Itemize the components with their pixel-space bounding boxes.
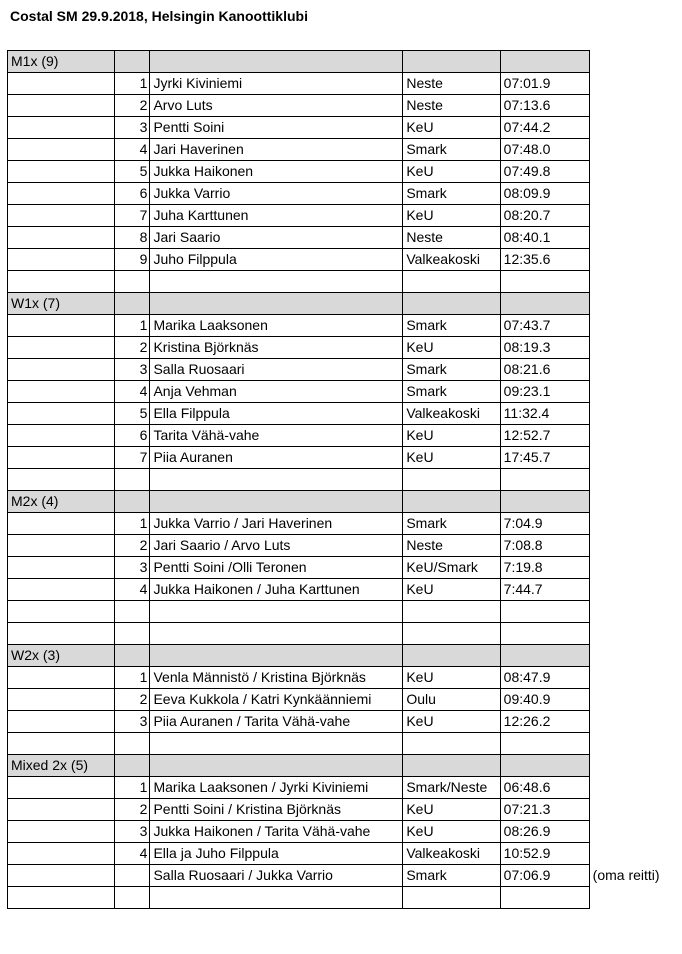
empty-cell[interactable] [403, 271, 500, 293]
place-cell[interactable]: 7 [115, 447, 150, 469]
club-cell[interactable]: KeU [403, 667, 500, 689]
empty-cell[interactable] [500, 469, 589, 491]
club-cell[interactable]: Valkeakoski [403, 249, 500, 271]
club-cell[interactable]: Neste [403, 535, 500, 557]
name-cell[interactable]: Salla Ruosaari / Jukka Varrio [150, 865, 403, 887]
empty-cell[interactable] [150, 755, 403, 777]
empty-cell[interactable] [8, 667, 115, 689]
club-cell[interactable]: KeU [403, 821, 500, 843]
name-cell[interactable]: Pentti Soini /Olli Teronen [150, 557, 403, 579]
empty-cell[interactable] [8, 711, 115, 733]
time-value: 08:26.9 [503, 823, 551, 839]
place-cell[interactable]: 1 [115, 667, 150, 689]
time-cell[interactable] [500, 205, 589, 227]
result-row [8, 447, 590, 469]
name-cell[interactable]: Juho Filppula [150, 249, 403, 271]
club-cell[interactable]: Smark [403, 513, 500, 535]
section-header-cell[interactable]: M1x (9) [8, 51, 115, 73]
time-value: 17:45.7 [503, 449, 551, 465]
time-cell[interactable] [500, 403, 589, 425]
club-cell[interactable]: KeU [403, 579, 500, 601]
place-cell[interactable]: 9 [115, 249, 150, 271]
result-row [8, 315, 590, 337]
empty-cell[interactable] [150, 469, 403, 491]
empty-cell[interactable] [150, 733, 403, 755]
place-cell[interactable]: 3 [115, 557, 150, 579]
name-cell[interactable]: Piia Auranen / Tarita Vähä-vahe [150, 711, 403, 733]
blank-row [8, 733, 590, 755]
time-value: 08:19.3 [503, 339, 551, 355]
empty-cell[interactable] [500, 645, 589, 667]
section-header-row [8, 491, 590, 513]
empty-cell[interactable] [8, 117, 115, 139]
empty-cell[interactable] [8, 777, 115, 799]
time-value: 07:49.8 [503, 163, 551, 179]
name-cell[interactable]: Jari Haverinen [150, 139, 403, 161]
name-cell[interactable]: Jyrki Kiviniemi [150, 73, 403, 95]
empty-cell[interactable] [115, 755, 150, 777]
empty-cell[interactable] [150, 271, 403, 293]
empty-cell[interactable] [8, 689, 115, 711]
result-row [8, 161, 590, 183]
time-cell[interactable] [500, 711, 589, 733]
place-cell[interactable]: 1 [115, 73, 150, 95]
time-cell[interactable] [500, 315, 589, 337]
empty-cell[interactable] [8, 139, 115, 161]
time-value: 07:06.9 [503, 867, 551, 883]
place-cell[interactable]: 4 [115, 381, 150, 403]
name-cell[interactable]: Jukka Varrio / Jari Haverinen [150, 513, 403, 535]
time-value: 7:08.8 [503, 537, 543, 553]
empty-cell[interactable] [150, 645, 403, 667]
time-value: 08:47.9 [503, 669, 551, 685]
name-cell[interactable]: Pentti Soini / Kristina Björknäs [150, 799, 403, 821]
name-cell[interactable]: Tarita Vähä-vahe [150, 425, 403, 447]
page-title: Costal SM 29.9.2018, Helsingin Kanoottiklubi [10, 8, 308, 24]
empty-cell[interactable] [150, 293, 403, 315]
time-cell[interactable] [500, 161, 589, 183]
result-row [8, 711, 590, 733]
empty-cell[interactable] [403, 491, 500, 513]
time-value: 08:09.9 [503, 185, 551, 201]
time-cell[interactable] [500, 535, 589, 557]
empty-cell[interactable] [8, 359, 115, 381]
time-value: 08:21.6 [503, 361, 551, 377]
name-cell[interactable]: Kristina Björknäs [150, 337, 403, 359]
club-cell[interactable]: Valkeakoski [403, 843, 500, 865]
empty-cell[interactable] [115, 601, 150, 623]
name-cell[interactable]: Jukka Varrio [150, 183, 403, 205]
section-header-row [8, 645, 590, 667]
club-cell[interactable]: KeU [403, 711, 500, 733]
empty-cell[interactable] [115, 623, 150, 645]
club-cell[interactable]: Neste [403, 95, 500, 117]
result-row [8, 777, 590, 799]
name-cell[interactable]: Salla Ruosaari [150, 359, 403, 381]
name-cell[interactable]: Anja Vehman [150, 381, 403, 403]
place-cell[interactable] [115, 865, 150, 887]
empty-cell[interactable] [8, 403, 115, 425]
empty-cell[interactable] [150, 491, 403, 513]
time-cell[interactable] [500, 799, 589, 821]
empty-cell[interactable] [403, 887, 500, 909]
place-cell[interactable]: 7 [115, 205, 150, 227]
empty-cell[interactable] [150, 623, 403, 645]
club-cell[interactable]: KeU [403, 799, 500, 821]
empty-cell[interactable] [8, 73, 115, 95]
empty-cell[interactable] [115, 293, 150, 315]
blank-row [8, 469, 590, 491]
place-cell[interactable]: 3 [115, 359, 150, 381]
name-cell[interactable]: Marika Laaksonen / Jyrki Kiviniemi [150, 777, 403, 799]
place-cell[interactable]: 5 [115, 403, 150, 425]
empty-cell[interactable] [500, 601, 589, 623]
section-header-cell[interactable]: W1x (7) [8, 293, 115, 315]
empty-cell[interactable] [150, 887, 403, 909]
name-cell[interactable]: Piia Auranen [150, 447, 403, 469]
time-value: 06:48.6 [503, 779, 551, 795]
club-cell[interactable]: Neste [403, 227, 500, 249]
name-cell[interactable]: Jukka Haikonen / Juha Karttunen [150, 579, 403, 601]
empty-cell[interactable] [8, 887, 115, 909]
result-row [8, 579, 590, 601]
place-cell[interactable]: 2 [115, 337, 150, 359]
result-row [8, 403, 590, 425]
result-row [8, 799, 590, 821]
empty-cell[interactable] [8, 843, 115, 865]
time-value: 7:44.7 [503, 581, 543, 597]
club-cell[interactable]: KeU [403, 161, 500, 183]
results-table [7, 50, 660, 909]
name-cell[interactable]: Jukka Haikonen / Tarita Vähä-vahe [150, 821, 403, 843]
time-value: 07:43.7 [503, 317, 551, 333]
empty-cell[interactable] [8, 205, 115, 227]
result-row [8, 117, 590, 139]
empty-cell[interactable] [150, 601, 403, 623]
club-cell[interactable]: Smark [403, 315, 500, 337]
time-cell[interactable] [500, 73, 589, 95]
empty-cell[interactable] [8, 337, 115, 359]
time-value: 07:01.9 [503, 75, 551, 91]
club-cell[interactable]: Smark/Neste [403, 777, 500, 799]
club-cell[interactable]: Smark [403, 381, 500, 403]
empty-cell[interactable] [403, 623, 500, 645]
empty-cell[interactable] [500, 51, 589, 73]
name-cell[interactable]: Venla Männistö / Kristina Björknäs [150, 667, 403, 689]
result-row [8, 139, 590, 161]
place-cell[interactable]: 3 [115, 711, 150, 733]
time-cell[interactable] [500, 689, 589, 711]
result-row [8, 843, 590, 865]
result-row [8, 337, 590, 359]
results-table-body [8, 51, 660, 909]
time-cell[interactable] [500, 139, 589, 161]
empty-cell[interactable] [8, 315, 115, 337]
empty-cell[interactable] [115, 887, 150, 909]
name-cell[interactable]: Jari Saario / Arvo Luts [150, 535, 403, 557]
time-cell[interactable] [500, 183, 589, 205]
empty-cell[interactable] [8, 447, 115, 469]
result-row [8, 667, 590, 689]
empty-cell[interactable] [403, 601, 500, 623]
blank-row [8, 601, 590, 623]
empty-cell[interactable] [500, 623, 589, 645]
result-row [8, 73, 590, 95]
time-value: 10:52.9 [503, 845, 551, 861]
time-value: 11:32.4 [503, 405, 550, 421]
empty-cell[interactable] [115, 271, 150, 293]
time-cell[interactable] [500, 381, 589, 403]
empty-cell[interactable] [8, 381, 115, 403]
empty-cell[interactable] [403, 293, 500, 315]
result-row [8, 95, 590, 117]
club-cell[interactable]: Smark [403, 139, 500, 161]
time-value: 12:26.2 [503, 713, 551, 729]
empty-cell[interactable] [8, 425, 115, 447]
empty-cell[interactable] [8, 161, 115, 183]
place-cell[interactable]: 2 [115, 799, 150, 821]
club-cell[interactable]: KeU [403, 205, 500, 227]
time-cell[interactable] [500, 95, 589, 117]
name-cell[interactable]: Marika Laaksonen [150, 315, 403, 337]
club-cell[interactable]: Oulu [403, 689, 500, 711]
result-row [8, 183, 590, 205]
empty-cell[interactable] [500, 755, 589, 777]
section-header-cell[interactable]: M2x (4) [8, 491, 115, 513]
time-cell[interactable] [500, 513, 589, 535]
empty-cell[interactable] [8, 623, 115, 645]
name-cell[interactable]: Eeva Kukkola / Katri Kynkäänniemi [150, 689, 403, 711]
empty-cell[interactable] [8, 227, 115, 249]
empty-cell[interactable] [150, 51, 403, 73]
result-row [8, 821, 590, 843]
name-cell[interactable]: Ella ja Juho Filppula [150, 843, 403, 865]
empty-cell[interactable] [500, 293, 589, 315]
empty-cell[interactable] [8, 799, 115, 821]
name-cell[interactable]: Arvo Luts [150, 95, 403, 117]
empty-cell[interactable] [115, 733, 150, 755]
empty-cell[interactable] [8, 821, 115, 843]
time-value: 08:20.7 [503, 207, 551, 223]
empty-cell[interactable] [115, 645, 150, 667]
time-value: 7:19.8 [503, 559, 543, 575]
time-cell[interactable] [500, 579, 589, 601]
result-row [8, 425, 590, 447]
section-header-row [8, 293, 590, 315]
section-header-cell[interactable]: Mixed 2x (5) [8, 755, 115, 777]
result-row [8, 359, 590, 381]
time-value: 08:40.1 [503, 229, 551, 245]
empty-cell[interactable] [115, 491, 150, 513]
result-row [8, 205, 590, 227]
result-row [8, 227, 590, 249]
time-value: 07:13.6 [503, 97, 551, 113]
empty-cell[interactable] [8, 183, 115, 205]
place-cell[interactable]: 2 [115, 689, 150, 711]
empty-cell[interactable] [403, 645, 500, 667]
place-cell[interactable]: 2 [115, 95, 150, 117]
row-note: (oma reitti) [592, 867, 660, 883]
empty-cell[interactable] [8, 249, 115, 271]
place-cell[interactable]: 4 [115, 139, 150, 161]
place-cell[interactable]: 6 [115, 425, 150, 447]
place-cell[interactable]: 1 [115, 777, 150, 799]
name-cell[interactable]: Juha Karttunen [150, 205, 403, 227]
name-cell[interactable]: Pentti Soini [150, 117, 403, 139]
empty-cell[interactable] [500, 733, 589, 755]
empty-cell[interactable] [115, 51, 150, 73]
result-row [8, 249, 590, 271]
empty-cell[interactable] [403, 755, 500, 777]
blank-row [8, 887, 590, 909]
time-cell[interactable] [500, 777, 589, 799]
time-value: 07:48.0 [503, 141, 551, 157]
club-cell[interactable]: Smark [403, 359, 500, 381]
empty-cell[interactable] [8, 601, 115, 623]
place-cell[interactable]: 4 [115, 843, 150, 865]
time-cell[interactable] [500, 557, 589, 579]
empty-cell[interactable] [8, 513, 115, 535]
place-cell[interactable]: 1 [115, 513, 150, 535]
place-cell[interactable]: 4 [115, 579, 150, 601]
time-cell[interactable] [500, 865, 660, 887]
section-header-row [8, 51, 590, 73]
time-value: 09:40.9 [503, 691, 551, 707]
time-value: 7:04.9 [503, 515, 543, 531]
time-value: 07:44.2 [503, 119, 551, 135]
empty-cell[interactable] [403, 733, 500, 755]
empty-cell[interactable] [8, 271, 115, 293]
empty-cell[interactable] [8, 579, 115, 601]
empty-cell[interactable] [115, 469, 150, 491]
time-cell[interactable] [500, 843, 589, 865]
club-cell[interactable]: KeU [403, 425, 500, 447]
place-cell[interactable]: 3 [115, 117, 150, 139]
time-cell[interactable] [500, 425, 589, 447]
place-cell[interactable]: 2 [115, 535, 150, 557]
time-cell[interactable] [500, 117, 589, 139]
place-cell[interactable]: 3 [115, 821, 150, 843]
name-cell[interactable]: Jari Saario [150, 227, 403, 249]
club-cell[interactable]: KeU [403, 337, 500, 359]
place-cell[interactable]: 8 [115, 227, 150, 249]
blank-row [8, 271, 590, 293]
club-cell[interactable]: Smark [403, 183, 500, 205]
time-value: 12:52.7 [503, 427, 551, 443]
name-cell[interactable]: Jukka Haikonen [150, 161, 403, 183]
result-row [8, 381, 590, 403]
result-row [8, 535, 590, 557]
empty-cell[interactable] [8, 733, 115, 755]
empty-cell[interactable] [8, 469, 115, 491]
time-cell[interactable] [500, 337, 589, 359]
empty-cell[interactable] [403, 469, 500, 491]
time-cell[interactable] [500, 227, 589, 249]
section-header-cell[interactable]: W2x (3) [8, 645, 115, 667]
empty-cell[interactable] [500, 491, 589, 513]
time-value: 12:35.6 [503, 251, 551, 267]
club-cell[interactable]: KeU [403, 447, 500, 469]
section-header-row [8, 755, 590, 777]
club-cell[interactable]: Valkeakoski [403, 403, 500, 425]
empty-cell[interactable] [500, 887, 589, 909]
result-row [8, 689, 590, 711]
result-row [8, 865, 590, 887]
time-value: 07:21.3 [503, 801, 551, 817]
club-cell[interactable]: Neste [403, 73, 500, 95]
empty-cell[interactable] [8, 95, 115, 117]
empty-cell[interactable] [8, 865, 115, 887]
club-cell[interactable]: KeU [403, 117, 500, 139]
time-cell[interactable] [500, 667, 589, 689]
time-cell[interactable] [500, 249, 589, 271]
club-cell[interactable]: Smark [403, 865, 500, 887]
time-cell[interactable] [500, 359, 589, 381]
club-cell[interactable]: KeU/Smark [403, 557, 500, 579]
time-cell[interactable] [500, 447, 589, 469]
time-cell[interactable] [500, 821, 589, 843]
place-cell[interactable]: 5 [115, 161, 150, 183]
place-cell[interactable]: 6 [115, 183, 150, 205]
blank-row [8, 623, 590, 645]
time-value: 09:23.1 [503, 383, 551, 399]
place-cell[interactable]: 1 [115, 315, 150, 337]
empty-cell[interactable] [500, 271, 589, 293]
empty-cell[interactable] [8, 535, 115, 557]
empty-cell[interactable] [8, 557, 115, 579]
name-cell[interactable]: Ella Filppula [150, 403, 403, 425]
result-row [8, 513, 590, 535]
result-row [8, 557, 590, 579]
empty-cell[interactable] [403, 51, 500, 73]
